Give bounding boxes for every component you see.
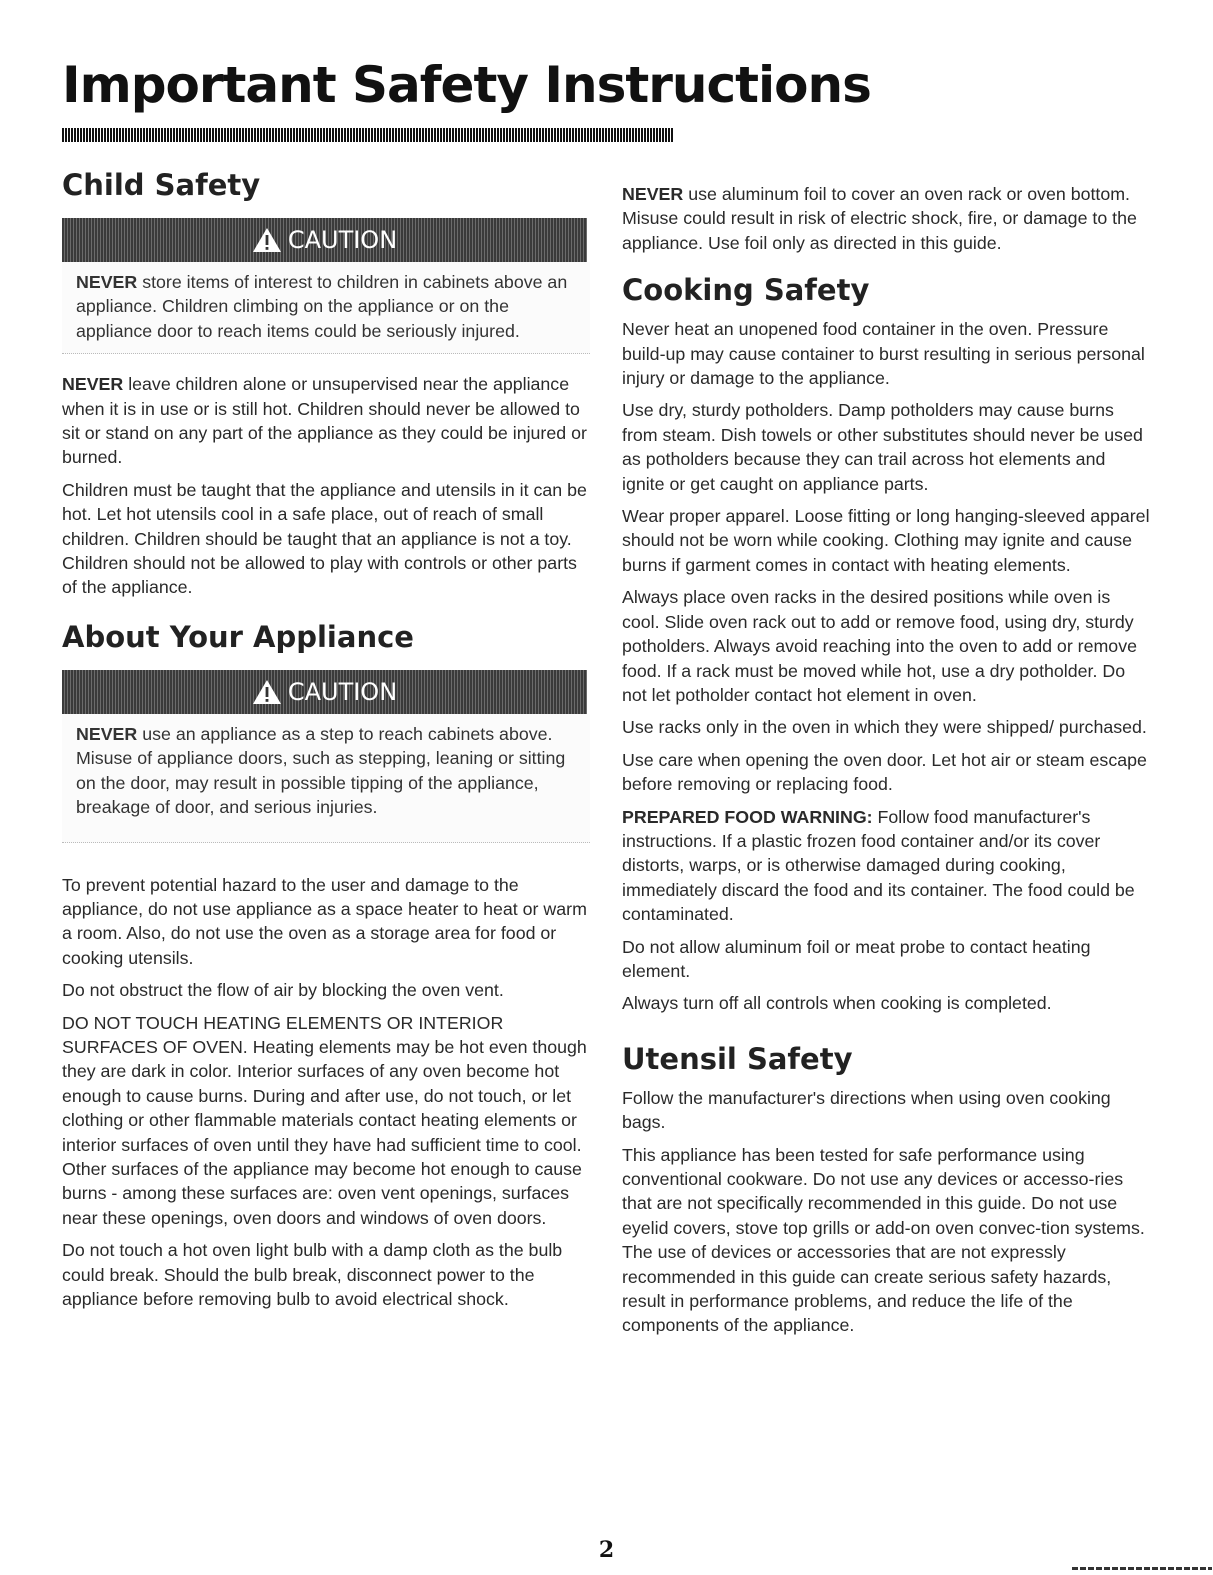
paragraph: Always turn off all controls when cooking is completed.: [622, 993, 1052, 1014]
page-number: 2: [598, 1537, 615, 1563]
title-rule: [62, 128, 674, 142]
page-title: Important Safety Instructions: [62, 56, 871, 114]
warning-triangle-icon: [252, 679, 282, 705]
paragraph-lead: NEVER: [622, 184, 684, 204]
caution-box-child: [62, 218, 590, 354]
paragraph: To prevent potential hazard to the user and damage to the appliance, do not use appliance as a space heater to heat or warm a room. Also, do not use the oven as a storage area for food or cooking utensils.: [62, 874, 587, 968]
child-safety-heading: Child Safety: [62, 168, 261, 202]
paragraph: Do not allow aluminum foil or meat probe to contact heating element.: [622, 936, 1091, 981]
utensil-safety-heading: Utensil Safety: [622, 1041, 853, 1076]
paragraph: Always place oven racks in the desired positions while oven is cool. Slide oven rack out to add or remove food, using dry, sturdy potholders. Always avoid reaching into the oven to add or remove food. If a rack must be moved while hot, use a dry potholder. Do not let potholder contact hot element in oven.: [622, 587, 1137, 705]
paragraph: Use racks only in the oven in which they were shipped/ purchased.: [622, 717, 1147, 738]
caution-text: [62, 262, 590, 354]
caution-banner: [62, 670, 587, 714]
paragraph: Children must be taught that the appliance and utensils in it can be hot. Let hot utensils cool in a safe place, out of reach of small children. Children should be taught that an appliance is not a toy. Children should not be allowed to play with controls or other parts of the appliance.: [62, 479, 587, 598]
paragraph: [622, 805, 1150, 927]
right-column: [622, 182, 1150, 1346]
paragraph: [62, 372, 590, 470]
caution-text: [62, 714, 590, 843]
paragraph-text: use aluminum foil to cover an oven rack or oven bottom. Misuse could result in risk of electric shock, fire, or damage to the appliance. Use foil only as directed in this guide.: [622, 184, 1137, 253]
caution-box-about: [62, 670, 590, 843]
caution-label: CAUTION: [287, 677, 398, 706]
paragraph-text: leave children alone or unsupervised near the appliance when it is in use or is still hot. Children should never be allowed to sit or stand on any part of the appliance as they could be injured or burned.: [62, 374, 587, 468]
left-column: [62, 168, 590, 1319]
caution-lead: NEVER: [76, 272, 138, 292]
bottom-rule: [1072, 1567, 1212, 1570]
paragraph-lead: PREPARED FOOD WARNING:: [622, 806, 873, 827]
paragraph: Never heat an unopened food container in the oven. Pressure build-up may cause container to burst resulting in serious personal injury or damage to the appliance.: [622, 319, 1145, 389]
caution-body-text: store items of interest to children in cabinets above an appliance. Children climbing on the appliance or on the appliance door to reach items could be seriously injured.: [76, 272, 568, 341]
paragraph: Do not touch a hot oven light bulb with a damp cloth as the bulb could break. Should the bulb break, disconnect power to the appliance before removing bulb to avoid electrical shock.: [62, 1240, 563, 1309]
about-appliance-heading: About Your Appliance: [62, 619, 414, 654]
paragraph-lead: NEVER: [62, 374, 124, 395]
paragraph: Do not obstruct the flow of air by blocking the oven vent.: [62, 980, 504, 1001]
paragraph: DO NOT TOUCH HEATING ELEMENTS OR INTERIOR SURFACES OF OVEN. Heating elements may be hot even though they are dark in color. Interior surfaces of any oven become hot enough to cause burns. During and after use, do not touch, or let clothing or other flammable materials contact heating elements or interior surfaces of oven until they have had sufficient time to cool. Other surfaces of the appliance may become hot enough to cause burns - among these surfaces are: oven vent openings, surfaces near these openings, oven doors and windows of oven doors.: [62, 1012, 587, 1228]
paragraph: Use dry, sturdy potholders. Damp potholders may cause burns from steam. Dish towels or other substitutes should never be used as potholders because they can trail across hot elements and ignite or get caught on appliance parts.: [622, 400, 1143, 494]
caution-label: CAUTION: [287, 226, 398, 254]
paragraph: This appliance has been tested for safe performance using conventional cookware. Do not use any devices or accesso-ries that are not specifically recommended in this guide. Do not use eyelid covers, stove top grills or add-on oven convec-tion systems. The use of devices or accessories that are not expressly recommended in this guide can create serious safety hazards, result in performance problems, and reduce the life of the components of the appliance.: [622, 1144, 1145, 1336]
caution-banner: [62, 218, 587, 262]
caution-body-text: use an appliance as a step to reach cabinets above. Misuse of appliance doors, such as stepping, leaning or sitting on the door, may result in possible tipping of the appliance, breakage of door, and serious injuries.: [76, 723, 566, 818]
paragraph: [622, 182, 1150, 255]
paragraph: Use care when opening the oven door. Let hot air or steam escape before removing or replacing food.: [622, 749, 1147, 795]
warning-triangle-icon: [252, 227, 282, 253]
caution-lead: NEVER: [76, 723, 138, 744]
paragraph: Wear proper apparel. Loose fitting or long hanging-sleeved apparel should not be worn while cooking. Clothing may ignite and cause burns if garment comes in contact with heating elements.: [622, 506, 1150, 575]
paragraph-text: Follow food manufacturer's instructions. If a plastic frozen food container and/or its cover distorts, warps, or is otherwise damaged during cooking, immediately discard the food and its container. The food could be contaminated.: [622, 806, 1135, 925]
cooking-safety-heading: Cooking Safety: [622, 273, 870, 308]
paragraph: Follow the manufacturer's directions when using oven cooking bags.: [622, 1087, 1111, 1133]
